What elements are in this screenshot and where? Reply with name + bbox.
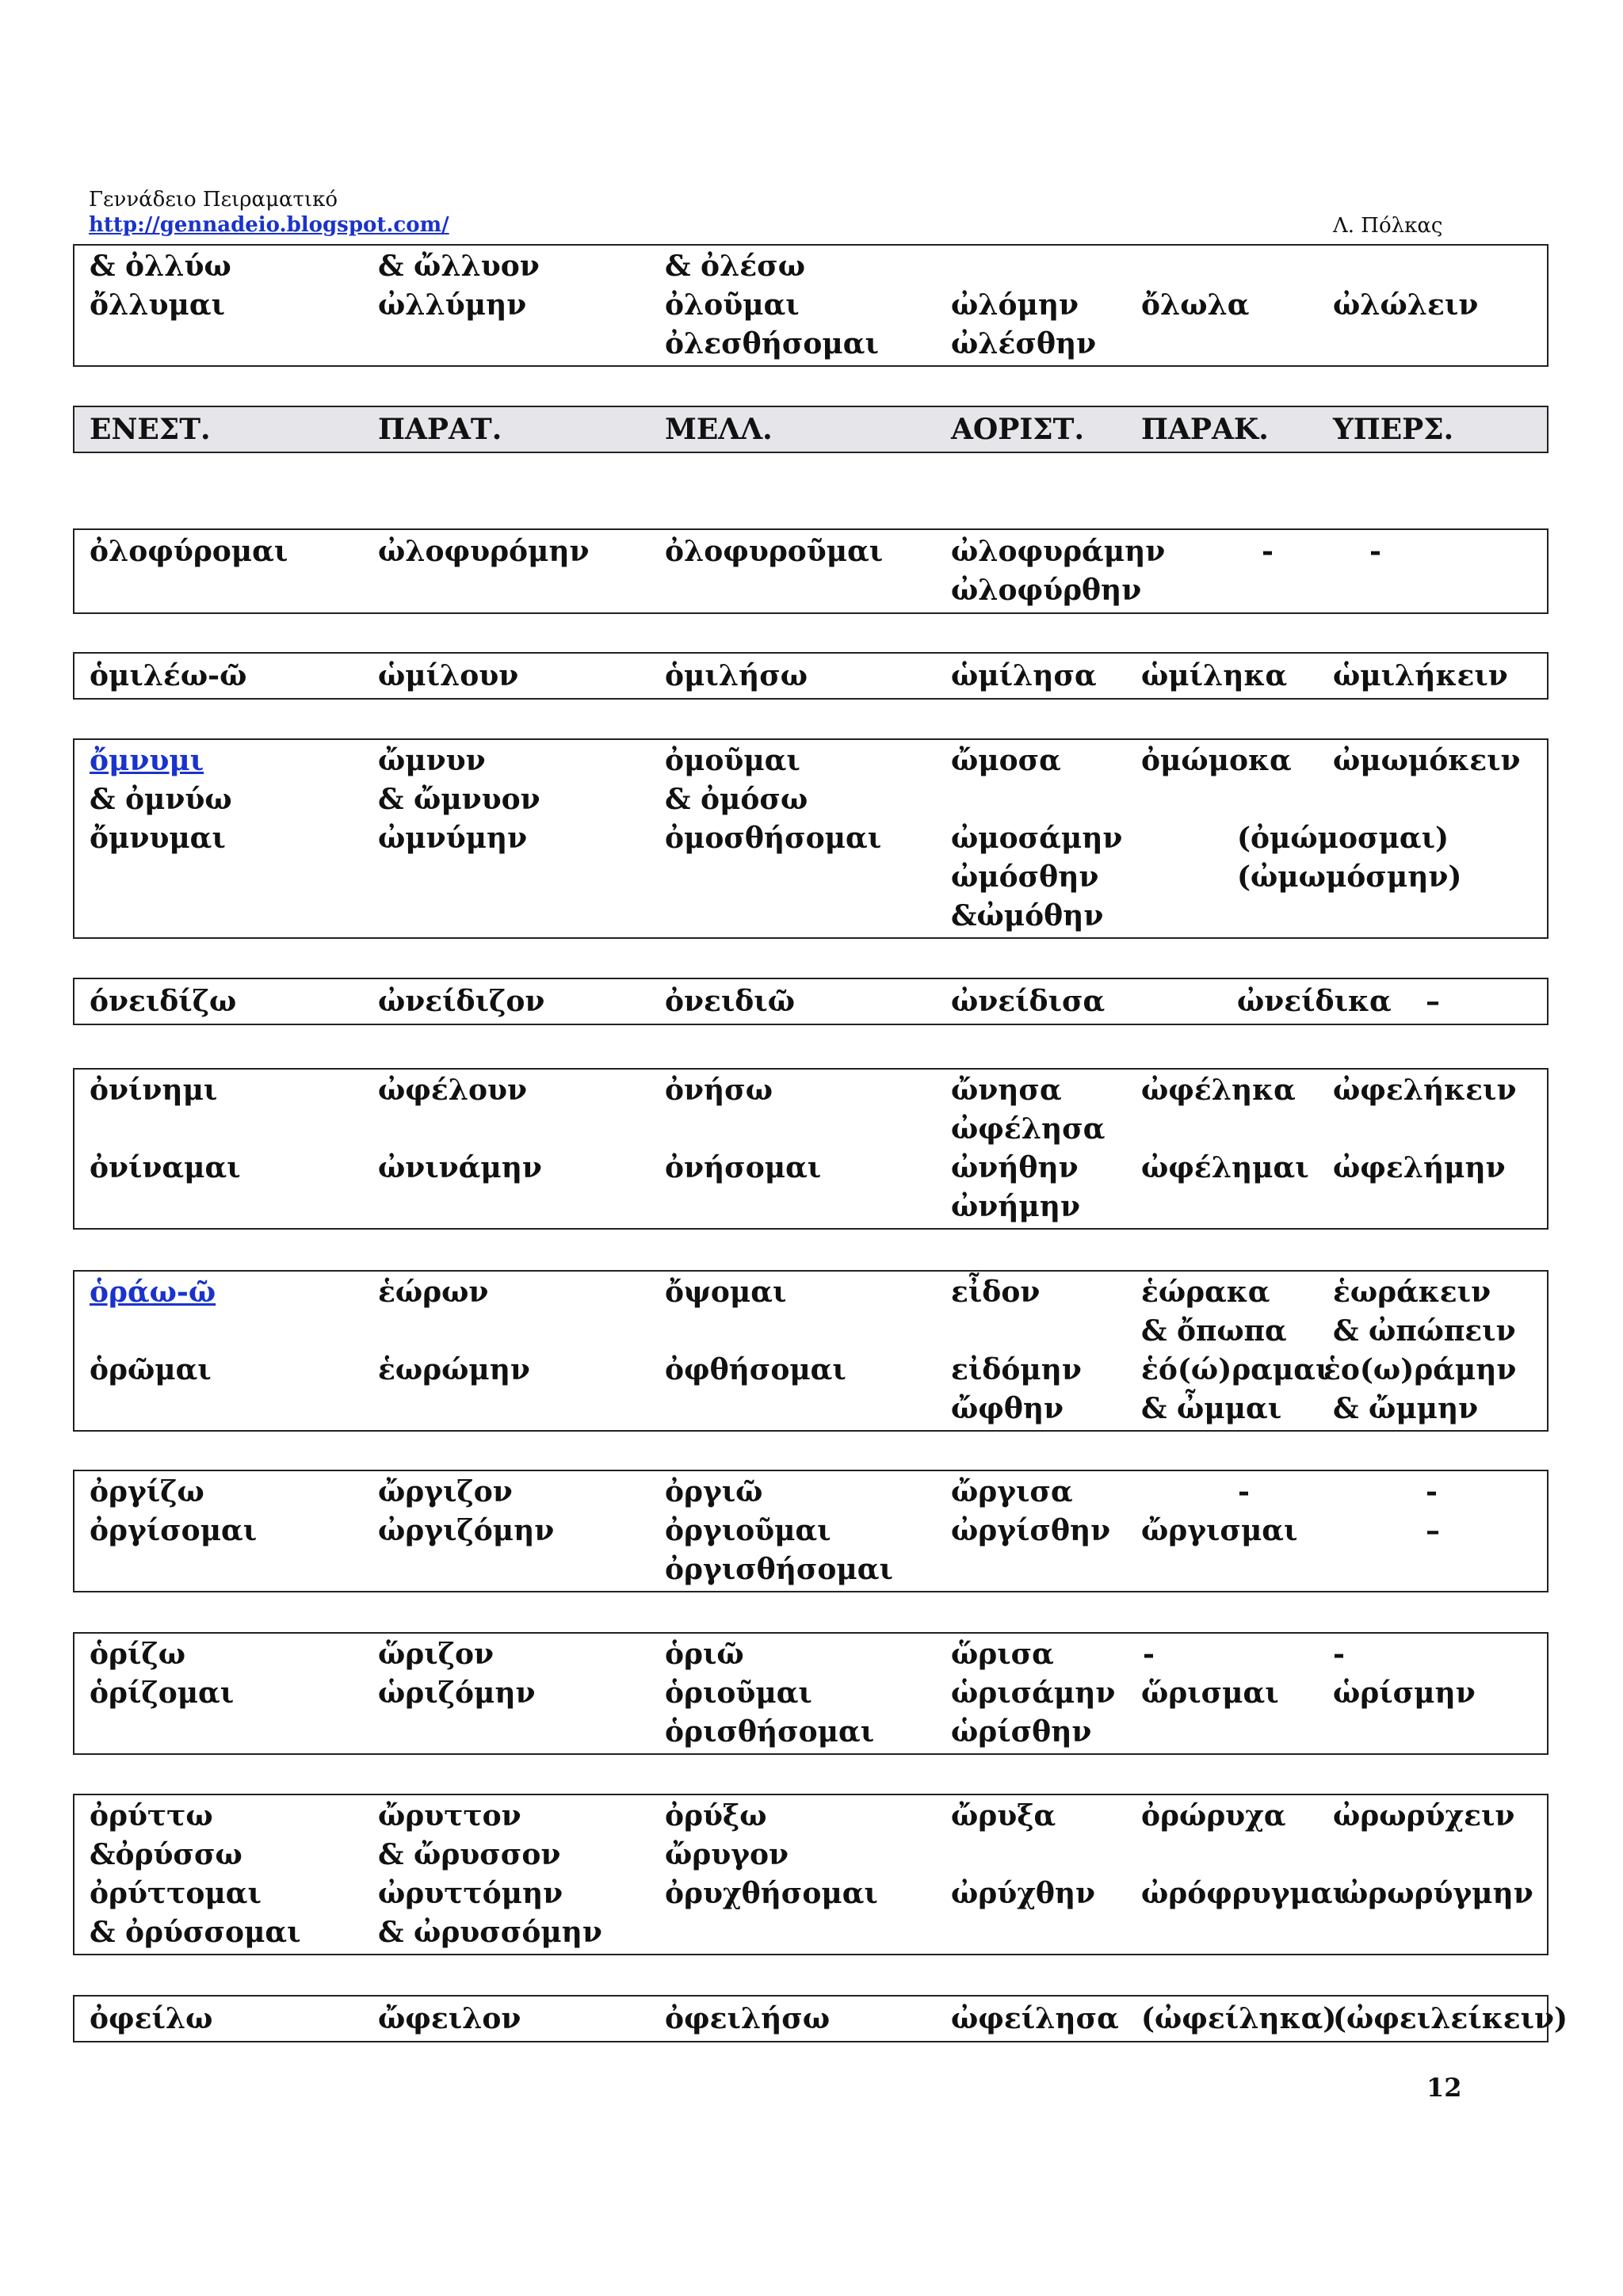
verb-form: ὠλοφυρόμην xyxy=(378,535,590,568)
verb-form: ὠλέσθην xyxy=(951,327,1097,360)
tense-column-header: ΑΟΡΙΣΤ. xyxy=(951,413,1084,446)
verb-form: ὤμνυν xyxy=(378,744,486,777)
verb-form: ὤργιζον xyxy=(378,1475,513,1508)
verb-form: ὠλώλειν xyxy=(1333,288,1479,322)
verb-form: ὤφθην xyxy=(951,1392,1064,1425)
verb-form: - xyxy=(1426,1475,1438,1508)
verb-form-row xyxy=(74,1797,1547,1836)
verb-form: & ὤρυσσον xyxy=(378,1838,561,1871)
verb-form: ὠνείδικα xyxy=(1237,985,1392,1018)
verb-form: ὀργίζω xyxy=(90,1475,204,1508)
verb-form-row xyxy=(74,742,1547,780)
verb-block xyxy=(73,528,1549,614)
verb-form-row xyxy=(74,1110,1547,1149)
verb-form: ὀρυχθήσομαι xyxy=(665,1877,878,1910)
verb-block xyxy=(73,1995,1568,2042)
verb-form: & ὄπωπα xyxy=(1141,1314,1287,1348)
verb-form: – xyxy=(1426,1514,1440,1547)
verb-form: ὀρώρυχα xyxy=(1141,1799,1286,1833)
verb-form: (ὠφείληκα) xyxy=(1141,2002,1337,2035)
verb-form: ὄμνυμαι xyxy=(90,822,226,855)
verb-form: - xyxy=(1143,1638,1155,1671)
verb-form: ὄψομαι xyxy=(665,1276,787,1309)
verb-form: ὀλοφυροῦμαι xyxy=(665,535,884,568)
verb-form: & ὤλλυον xyxy=(378,250,540,283)
verb-form: ὡμίλησα xyxy=(951,659,1097,692)
school-name: Γεννάδειο Πειραματικό xyxy=(89,188,338,212)
verb-form: & ὦμμαι xyxy=(1141,1392,1282,1425)
verb-form-row xyxy=(74,982,1547,1021)
verb-form: ἑωρώμην xyxy=(378,1353,530,1386)
verb-form: ὥρισμαι xyxy=(1141,1676,1279,1710)
verb-form-row xyxy=(74,1875,1547,1913)
tense-column-header: ΕΝΕΣΤ. xyxy=(90,413,211,446)
verb-form-row xyxy=(74,780,1547,819)
verb-form-row xyxy=(74,532,1547,571)
verb-form: (ὀμώμοσμαι) xyxy=(1237,822,1449,855)
verb-block xyxy=(73,1794,1549,1955)
verb-form: ὀφειλήσω xyxy=(665,2002,831,2035)
verb-form: ὠλλύμην xyxy=(378,288,527,322)
verb-form: & ὠρυσσόμην xyxy=(378,1916,602,1949)
verb-form: ὡρισάμην xyxy=(951,1676,1116,1710)
verb-form: ἑό(ώ)ραμαι xyxy=(1141,1353,1330,1386)
verb-form: ὤργισμαι xyxy=(1141,1514,1298,1547)
verb-form: ὠνήθην xyxy=(951,1151,1079,1184)
verb-form: ὀνήσω xyxy=(665,1074,773,1107)
verb-form-row xyxy=(74,1550,1547,1589)
verb-form-row xyxy=(74,1635,1547,1674)
verb-link[interactable]: ὁράω-ῶ xyxy=(90,1276,216,1309)
verb-block xyxy=(73,1270,1549,1432)
verb-form: (ὠμωμόσμην) xyxy=(1237,860,1462,894)
verb-form: ὁρίζομαι xyxy=(90,1676,235,1710)
verb-form: ὀργίσομαι xyxy=(90,1514,258,1547)
verb-form: ὤνησα xyxy=(951,1074,1062,1107)
verb-form: ὠνείδιζον xyxy=(378,985,545,1018)
verb-form-row xyxy=(74,858,1547,897)
verb-form: ὁρῶμαι xyxy=(90,1353,212,1386)
verb-form: - xyxy=(1262,535,1274,568)
verb-form-row xyxy=(74,247,1547,286)
verb-form-row xyxy=(74,1390,1547,1428)
verb-form: ὥριζον xyxy=(378,1638,494,1671)
verb-form: ὠρυττόμην xyxy=(378,1877,563,1910)
verb-block xyxy=(73,738,1549,939)
verb-form: ὠφέλημαι xyxy=(1141,1151,1309,1184)
verb-form-row xyxy=(74,1188,1547,1226)
blog-link[interactable]: http://gennadeio.blogspot.com/ xyxy=(89,213,449,237)
tense-column-header: ΥΠΕΡΣ. xyxy=(1333,413,1454,446)
verb-form: & ὤμνυον xyxy=(378,783,540,816)
verb-form-row xyxy=(74,1836,1547,1875)
verb-form: ὤμοσα xyxy=(951,744,1061,777)
verb-form-row xyxy=(74,897,1547,936)
verb-form: ὠργίσθην xyxy=(951,1514,1111,1547)
verb-form: ὠφείλησα xyxy=(951,2002,1119,2035)
verb-form-row xyxy=(74,571,1547,610)
verb-form: ὠργιζόμην xyxy=(378,1514,555,1547)
verb-form: ὀφθήσομαι xyxy=(665,1353,846,1386)
verb-form: ὠφέλουν xyxy=(378,1074,527,1107)
verb-form-row xyxy=(74,1674,1547,1713)
page-header xyxy=(89,187,449,238)
verb-form: ὡμίλουν xyxy=(378,659,519,692)
verb-form-row xyxy=(74,286,1547,325)
verb-form: ὤρυξα xyxy=(951,1799,1056,1833)
verb-form: ὠλοφυράμην xyxy=(951,535,1166,568)
verb-form: ὀρύττομαι xyxy=(90,1877,262,1910)
verb-form: όνειδίζω xyxy=(90,985,237,1018)
verb-block xyxy=(73,652,1549,700)
verb-form: & ὀμνύω xyxy=(90,783,232,816)
verb-form: & ὀλλύω xyxy=(90,250,231,283)
verb-form: ὄλωλα xyxy=(1141,288,1250,322)
page-number: 12 xyxy=(1426,2073,1462,2103)
verb-form: ὀργιοῦμαι xyxy=(665,1514,831,1547)
verb-form: ὀνίναμαι xyxy=(90,1151,241,1184)
verb-form: ὀφείλω xyxy=(90,2002,213,2035)
verb-form-row xyxy=(74,657,1547,696)
verb-form-row xyxy=(74,1149,1547,1188)
verb-form-row xyxy=(74,410,1547,449)
verb-form: & ὠπώπειν xyxy=(1333,1314,1516,1348)
verb-form: ὠρύχθην xyxy=(951,1877,1096,1910)
verb-form: εἰδόμην xyxy=(951,1353,1082,1386)
verb-form: ὠμωμόκειν xyxy=(1333,744,1521,777)
verb-form: ἑωράκειν xyxy=(1333,1276,1491,1309)
verb-form: ὀμοσθήσομαι xyxy=(665,822,882,855)
verb-form: ὡμίληκα xyxy=(1141,659,1288,692)
verb-block xyxy=(73,244,1549,367)
verb-form: ὠνινάμην xyxy=(378,1151,542,1184)
verb-form: ὠφέλησα xyxy=(951,1112,1106,1146)
verb-form: ὠφελήμην xyxy=(1333,1151,1506,1184)
verb-form: ὤρυττον xyxy=(378,1799,521,1833)
verb-block xyxy=(73,978,1549,1025)
verb-form: & ὤμμην xyxy=(1333,1392,1479,1425)
verb-form-row xyxy=(74,1312,1547,1351)
verb-form-row xyxy=(74,1071,1547,1110)
verb-form: ὠφελήκειν xyxy=(1333,1074,1517,1107)
verb-form-row xyxy=(74,1713,1547,1752)
verb-form: ὀμώμοκα xyxy=(1141,744,1292,777)
verb-form: ὠρωρύγμην xyxy=(1341,1877,1533,1910)
verb-form: ὀνίνημι xyxy=(90,1074,218,1107)
verb-form: ὀλοφύρομαι xyxy=(90,535,288,568)
verb-form-row xyxy=(74,1473,1547,1512)
verb-form: ὁρισθήσομαι xyxy=(665,1715,875,1749)
verb-form: ὥρισα xyxy=(951,1638,1054,1671)
verb-form: ὡρίσμην xyxy=(1333,1676,1476,1710)
verb-form: ὠλοφύρθην xyxy=(951,574,1142,607)
tense-header-block xyxy=(73,406,1549,453)
verb-form: ἑο(ω)ράμην xyxy=(1323,1353,1517,1386)
author-name: Λ. Πόλκας xyxy=(1333,214,1443,238)
verb-form: & ὀρύσσομαι xyxy=(90,1916,301,1949)
verb-form: ὠμνύμην xyxy=(378,822,528,855)
verb-form: ὁριῶ xyxy=(665,1638,744,1671)
verb-form: ὁριοῦμαι xyxy=(665,1676,812,1710)
verb-form-row xyxy=(74,1512,1547,1550)
verb-form: ἑώρακα xyxy=(1141,1276,1270,1309)
verb-form: ὁμιλέω-ῶ xyxy=(90,659,247,692)
verb-form-row xyxy=(74,819,1547,858)
verb-form: ὁμιλήσω xyxy=(665,659,808,692)
verb-form: ὤφειλον xyxy=(378,2002,521,2035)
verb-form: ὤργισα xyxy=(951,1475,1073,1508)
verb-form: ὠμοσάμην xyxy=(951,822,1123,855)
tense-column-header: ΠΑΡΑΚ. xyxy=(1141,413,1269,446)
verb-form-row xyxy=(74,1913,1547,1952)
verb-form: ὤρυγον xyxy=(665,1838,789,1871)
verb-block xyxy=(73,1068,1549,1230)
verb-block xyxy=(73,1632,1549,1755)
verb-form: ὀργιῶ xyxy=(665,1475,763,1508)
verb-form-row xyxy=(74,1351,1547,1390)
verb-form: ὀρύξω xyxy=(665,1799,767,1833)
verb-form: ὡρίσθην xyxy=(951,1715,1092,1749)
verb-form: ὠνήμην xyxy=(951,1190,1080,1223)
verb-form: ὠρωρύχειν xyxy=(1333,1799,1515,1833)
verb-form: ὀρύττω xyxy=(90,1799,213,1833)
verb-form: ὠφέληκα xyxy=(1141,1074,1296,1107)
verb-form: ὀλοῦμαι xyxy=(665,288,800,322)
verb-form: ὠρόφρυγμαι xyxy=(1141,1877,1346,1910)
verb-form-row xyxy=(74,2000,1568,2039)
verb-form: ὠνείδισα xyxy=(951,985,1106,1018)
verb-form: ὄλλυμαι xyxy=(90,288,225,322)
verb-form: ὀνήσομαι xyxy=(665,1151,822,1184)
verb-form: ὀμοῦμαι xyxy=(665,744,800,777)
tense-column-header: ΜΕΛΛ. xyxy=(665,413,773,446)
verb-form: - xyxy=(1369,535,1381,568)
verb-form: ὁρίζω xyxy=(90,1638,185,1671)
verb-form: ὠλόμην xyxy=(951,288,1079,322)
verb-form-row xyxy=(74,1273,1547,1312)
verb-form: (ὠφειλείκειν) xyxy=(1333,2002,1568,2035)
verb-form: &ὠμόθην xyxy=(951,899,1104,933)
verb-form: ἑώρων xyxy=(378,1276,489,1309)
verb-form: &ὀρύσσω xyxy=(90,1838,242,1871)
verb-form-row xyxy=(74,325,1547,364)
verb-form: ὠμόσθην xyxy=(951,860,1099,894)
tense-column-header: ΠΑΡΑΤ. xyxy=(378,413,502,446)
verb-block xyxy=(73,1470,1549,1592)
verb-form: ὀνειδιῶ xyxy=(665,985,796,1018)
verb-form: εἶδον xyxy=(951,1276,1041,1309)
verb-form: - xyxy=(1333,1638,1345,1671)
verb-form: – xyxy=(1426,985,1440,1018)
verb-form: ὡριζόμην xyxy=(378,1676,536,1710)
verb-link[interactable]: ὄμνυμι xyxy=(90,744,204,777)
verb-form: ὀλεσθήσομαι xyxy=(665,327,879,360)
verb-form: & ὀμόσω xyxy=(665,783,808,816)
verb-form: ὡμιλήκειν xyxy=(1333,659,1508,692)
verb-form: - xyxy=(1238,1475,1250,1508)
verb-form: ὀργισθήσομαι xyxy=(665,1553,893,1586)
verb-form: & ὀλέσω xyxy=(665,250,805,283)
